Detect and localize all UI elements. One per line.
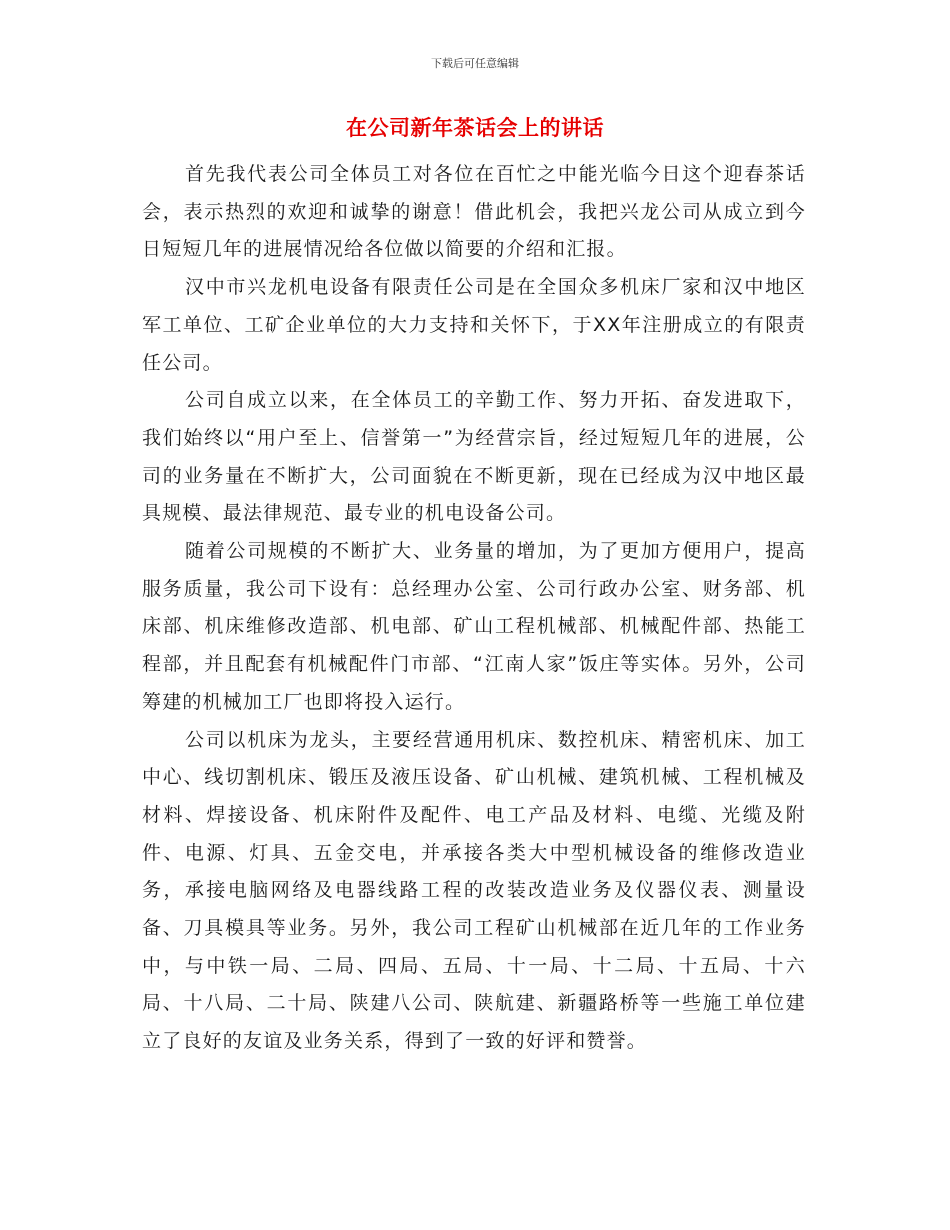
paragraph-3: 公司自成立以来，在全体员工的辛勤工作、努力开拓、奋发进取下，我们始终以“用户至上、信誉第一”为经营宗旨，经过短短几年的进展，公司的业务量在不断扩大，公司面貌在不断更新，现在已经成为汉中地区最具规模、最法律规范、最专业的机电设备公司。: [142, 389, 806, 525]
header-note: 下载后可任意编辑: [431, 57, 519, 70]
document-title: 在公司新年茶话会上的讲话: [346, 116, 604, 140]
paragraph-4: 随着公司规模的不断扩大、业务量的增加，为了更加方便用户，提高服务质量，我公司下设有：总经理办公室、公司行政办公室、财务部、机床部、机床维修改造部、机电部、矿山工程机械部、机械配件部、热能工程部，并且配套有机械配件门市部、“江南人家”饭庄等实体。另外，公司筹建的机械加工厂也即将投入运行。: [142, 540, 806, 713]
document-body: [142, 156, 806, 1061]
paragraph-5: 公司以机床为龙头，主要经营通用机床、数控机床、精密机床、加工中心、线切割机床、锻压及液压设备、矿山机械、建筑机械、工程机械及材料、焊接设备、机床附件及配件、电工产品及材料、电缆、光缆及附件、电源、灯具、五金交电，并承接各类大中型机械设备的维修改造业务，承接电脑网络及电器线路工程的改装改造业务及仪器仪表、测量设备、刀具模具等业务。另外，我公司工程矿山机械部在近几年的工作业务中，与中铁一局、二局、四局、五局、十一局、十二局、十五局、十六局、十八局、二十局、陕建八公司、陕航建、新疆路桥等一些施工单位建立了良好的友谊及业务关系，得到了一致的好评和赞誉。: [142, 728, 806, 1053]
paragraph-2: 汉中市兴龙机电设备有限责任公司是在全国众多机床厂家和汉中地区军工单位、工矿企业单位的大力支持和关怀下，于XX年注册成立的有限责任公司。: [142, 276, 806, 374]
paragraph-1: 首先我代表公司全体员工对各位在百忙之中能光临今日这个迎春茶话会，表示热烈的欢迎和诚挚的谢意！借此机会，我把兴龙公司从成立到今日短短几年的进展情况给各位做以简要的介绍和汇报。: [142, 163, 806, 261]
